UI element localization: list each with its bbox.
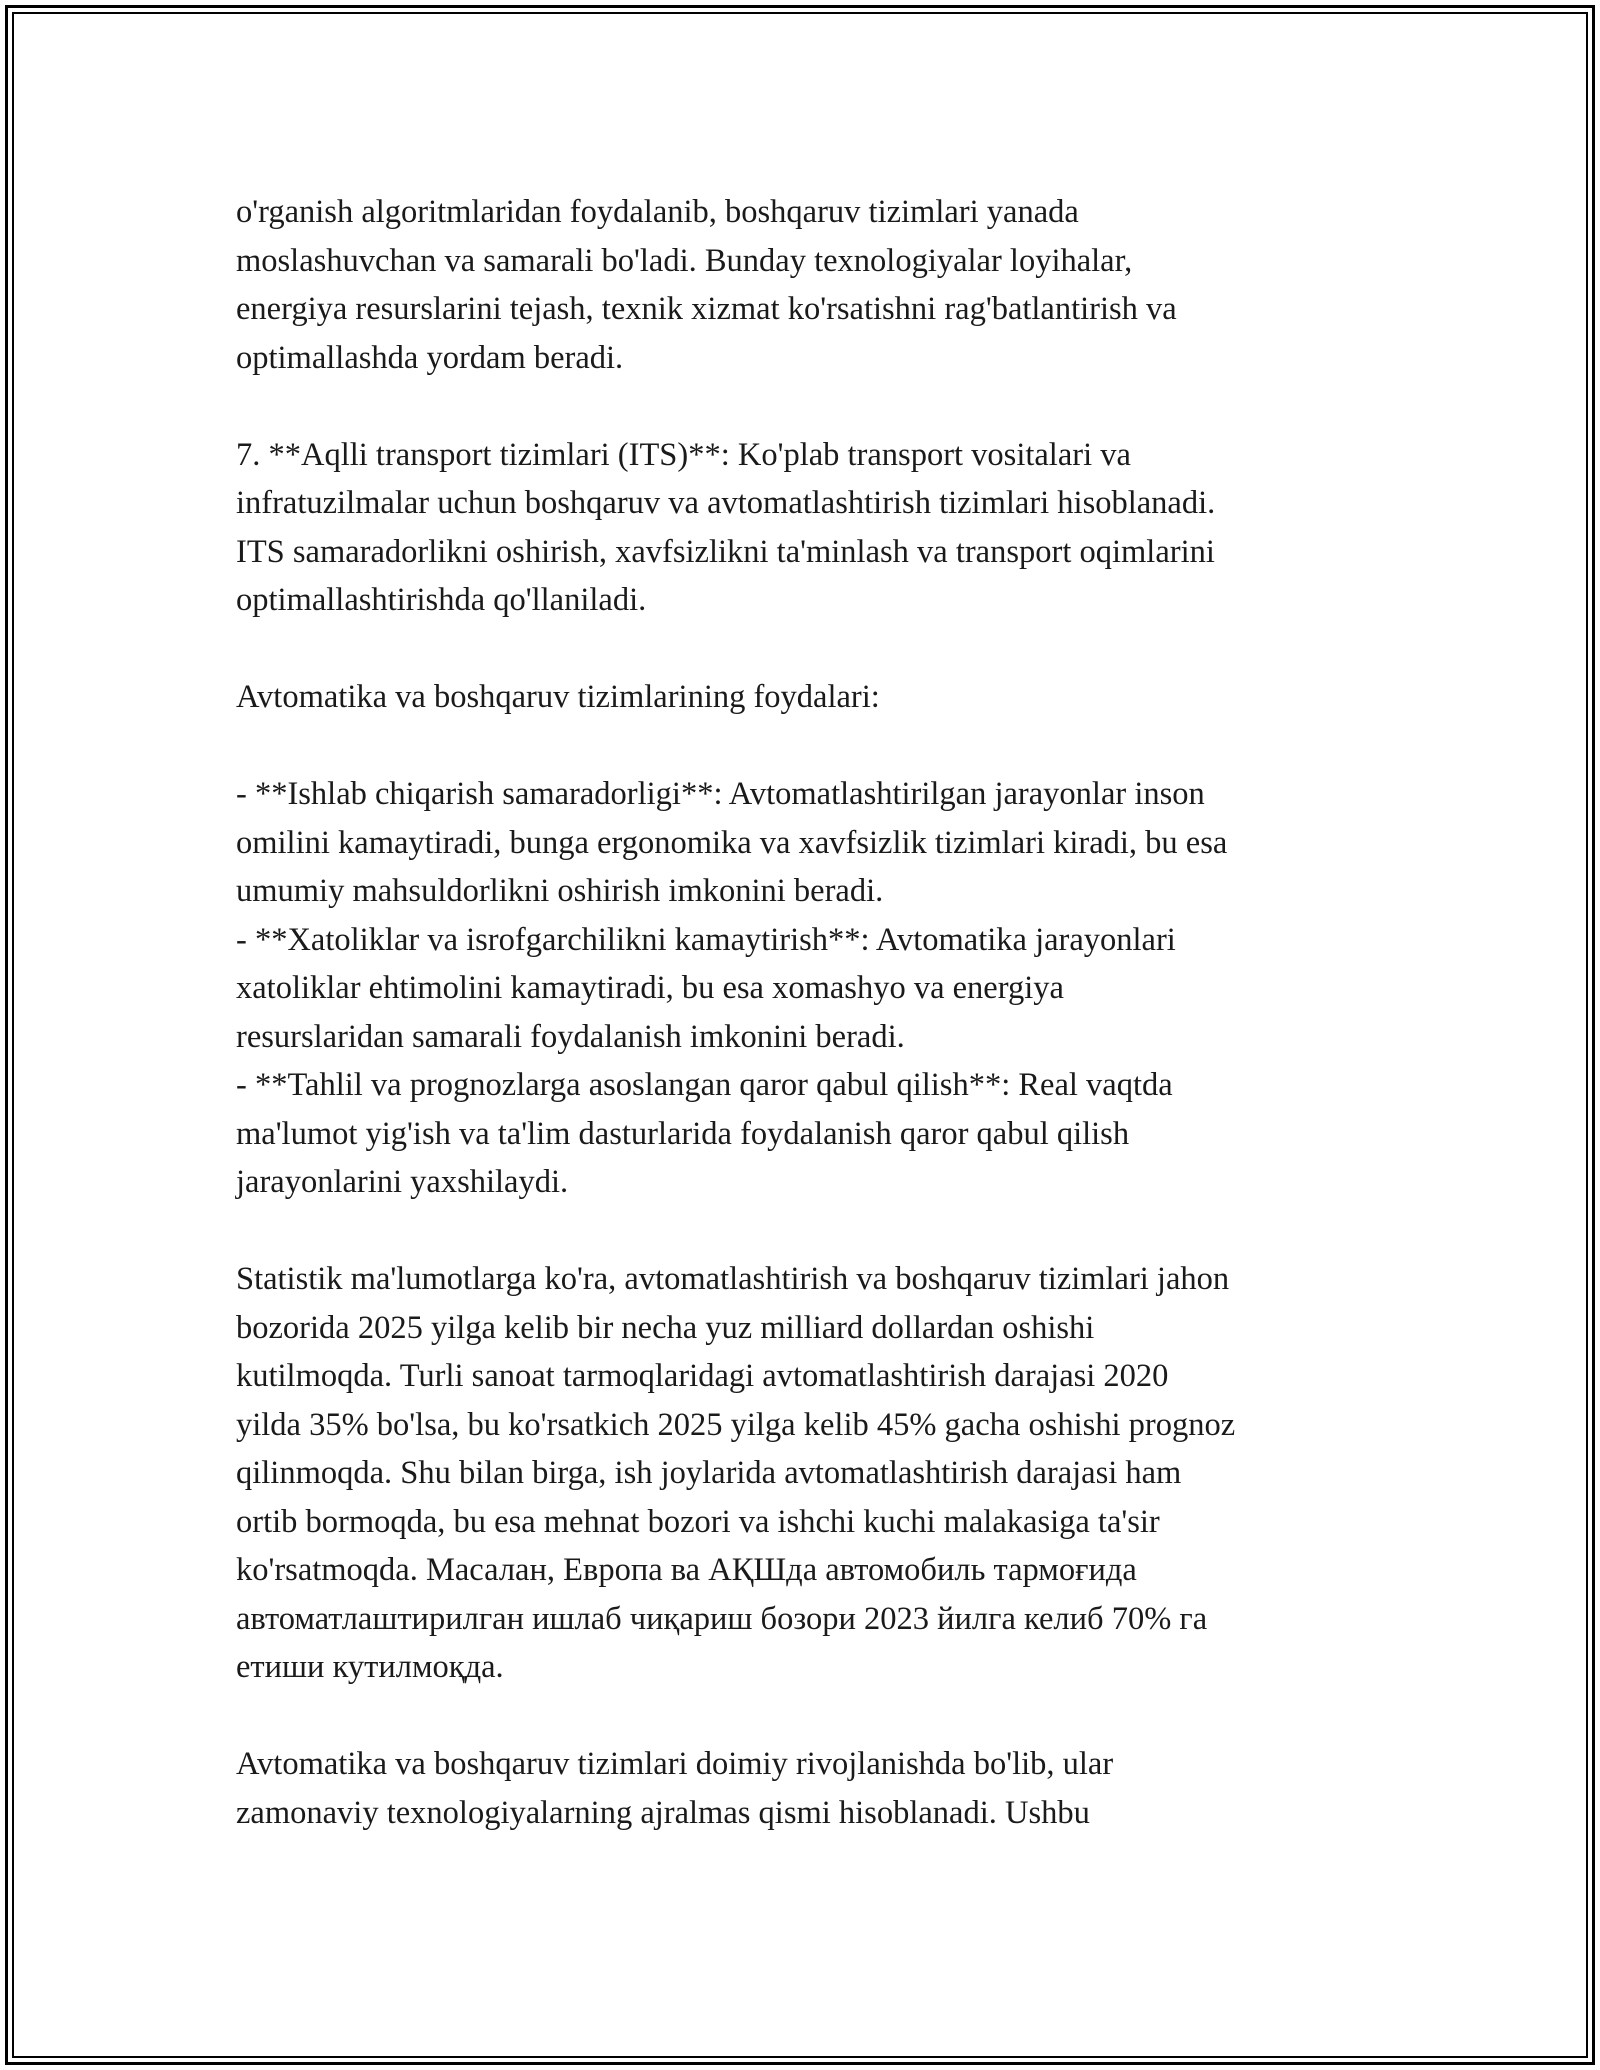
list-item-line: - **Ishlab chiqarish samaradorligi**: Avtomatlashtirilgan jarayonlar inson: [236, 776, 1205, 812]
text-line: kutilmoqda. Turli sanoat tarmoqlaridagi avtomatlashtirish darajasi 2020: [236, 1358, 1169, 1394]
text-line: Avtomatika va boshqaruv tizimlari doimiy rivojlanishda bo'lib, ular: [236, 1746, 1114, 1782]
text-line: 7. **Aqlli transport tizimlari (ITS)**: Ko'plab transport vositalari va: [236, 436, 1131, 473]
text-line: optimallashtirishda qo'llaniladi.: [236, 582, 647, 618]
list-item-line: omilini kamaytiradi, bunga ergonomika va xavfsizlik tizimlari kiradi, bu esa: [236, 824, 1228, 861]
text-line: infratuzilmalar uchun boshqaruv va avtomatlashtirish tizimlari hisoblanadi.: [236, 485, 1216, 521]
text-line: етиши кутилмоқда.: [236, 1649, 504, 1685]
benefits-list: [236, 770, 1386, 1207]
text-line: moslashuvchan va samarali bo'ladi. Bunday texnologiyalar loyihalar,: [236, 242, 1133, 279]
list-item-line: ma'lumot yig'ish va ta'lim dasturlarida foydalanish qaror qabul qilish: [236, 1115, 1130, 1152]
paragraph-statistics: [236, 1255, 1386, 1692]
text-line: ortib bormoqda, bu esa mehnat bozori va ishchi kuchi malakasiga ta'sir: [236, 1503, 1160, 1540]
text-line: yilda 35% bo'lsa, bu ko'rsatkich 2025 yilga kelib 45% gacha oshishi prognoz: [236, 1406, 1236, 1443]
paragraph-continuation: [236, 188, 1386, 382]
text-line: energiya resurslarini tejash, texnik xizmat ko'rsatishni rag'batlantirish va: [236, 291, 1177, 327]
text-line: o'rganish algoritmlaridan foydalanib, boshqaruv tizimlari yanada: [236, 194, 1079, 230]
text-line: ko'rsatmoqda. Масалан, Европа ва АҚШда автомобиль тармоғида: [236, 1552, 1137, 1588]
text-line: optimallashda yordam beradi.: [236, 339, 624, 376]
text-line: zamonaviy texnologiyalarning ajralmas qismi hisoblanadi. Ushbu: [236, 1794, 1090, 1831]
list-item-line: - **Xatoliklar va isrofgarchilikni kamaytirish**: Avtomatika jarayonlari: [236, 921, 1176, 958]
text-line: автоматлаштирилган ишлаб чиқариш бозори 2023 йилга келиб 70% га: [236, 1600, 1208, 1637]
section-heading-benefits: [236, 673, 1386, 722]
text-line: bozorida 2025 yilga kelib bir necha yuz milliard dollardan oshishi: [236, 1309, 1095, 1346]
list-item-line: jarayonlarini yaxshilaydi.: [236, 1164, 569, 1200]
list-item-line: umumiy mahsuldorlikni oshirish imkonini beradi.: [236, 873, 884, 909]
text-line: Avtomatika va boshqaruv tizimlarining foydalari:: [236, 679, 880, 715]
text-line: qilinmoqda. Shu bilan birga, ish joylarida avtomatlashtirish darajasi ham: [236, 1455, 1182, 1491]
text-line: ITS samaradorlikni oshirish, xavfsizlikni ta'minlash va transport oqimlarini: [236, 533, 1215, 570]
text-line: Statistik ma'lumotlarga ko'ra, avtomatlashtirish va boshqaruv tizimlari jahon: [236, 1261, 1230, 1297]
list-item-line: - **Tahlil va prognozlarga asoslangan qaror qabul qilish**: Real vaqtda: [236, 1067, 1173, 1103]
paragraph-conclusion: [236, 1740, 1386, 1837]
document-body: [236, 188, 1386, 1886]
paragraph-its: [236, 431, 1386, 625]
list-item-line: xatoliklar ehtimolini kamaytiradi, bu esa xomashyo va energiya: [236, 970, 1064, 1006]
list-item-line: resurslaridan samarali foydalanish imkonini beradi.: [236, 1018, 905, 1055]
